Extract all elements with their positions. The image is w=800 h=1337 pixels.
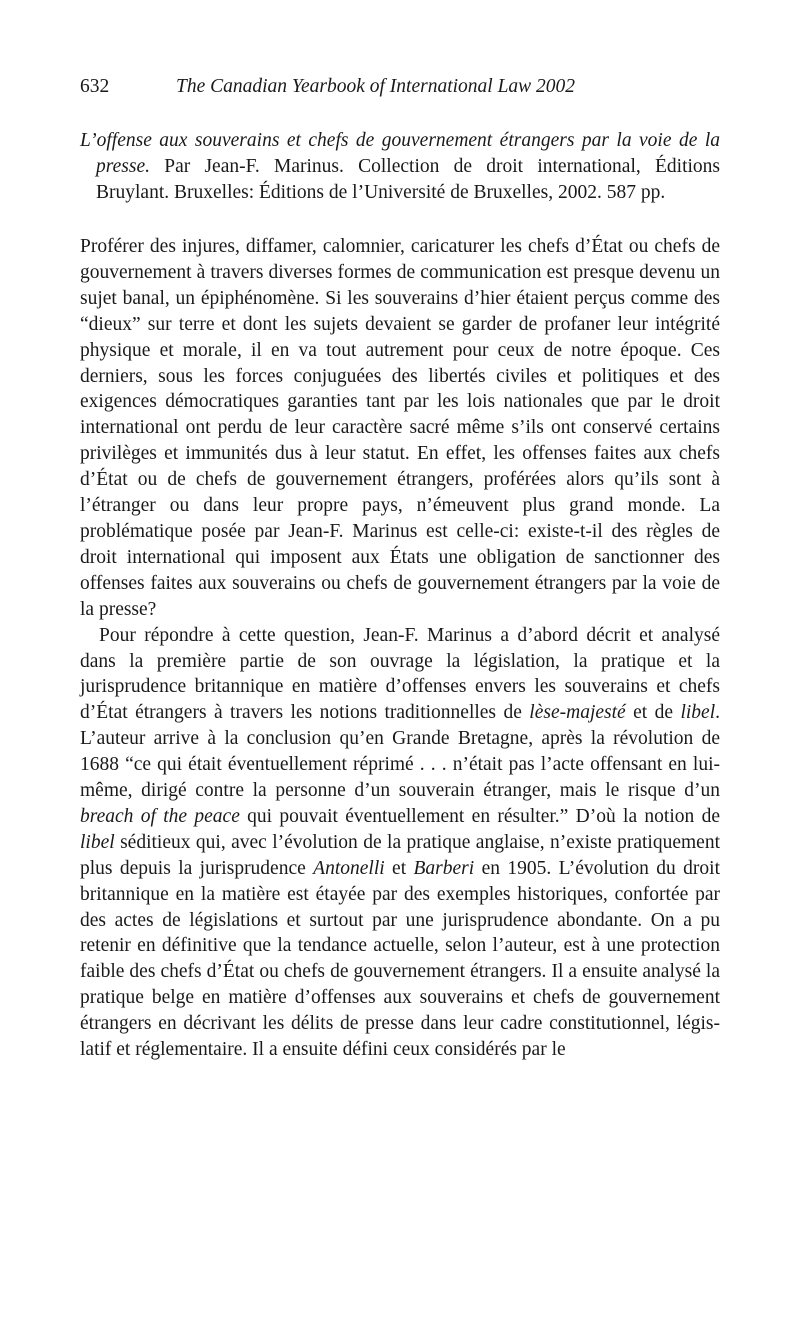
term-libel-seditieux: libel [80,831,115,853]
case-barberi: Barberi [413,857,475,879]
term-lese-majeste: lèse-majesté [529,702,626,724]
paragraph-2-text-2: et de [625,702,681,724]
journal-title: The Canadian Yearbook of International Law 2002 [176,76,576,97]
paragraph-2-text-4: qui pouvait éventuellement en résulter.” D’où la notion de [239,805,720,827]
book-details: Par Jean-F. Marinus. Collection de droit international, Éditions Bruylant. Bruxelles: Éditions de l’Université de Bruxelles, 2002. 587 pp. [96,156,720,203]
paragraph-2-text-7: en 1905. L’évolution du droit britannique en la matière est étayée par des exemples historiques, confortée par des actes de législations et surtout par une jurisprudence abondante. On a pu retenir en définitive que la tendance actuelle, selon l’auteur, est à une protection faible des chefs d’État ou chefs de gouvernement étrangers. Il a ensuite analysé la pratique belge en matière d’offenses aux souverains et chefs de gouvernement étrangers en décrivant les délits de presse dans leur cadre constitutionnel, législatif et réglementaire. Il a ensuite défini ceux considérés par le [80,857,720,1061]
paragraph-2-text-6: et [384,857,414,879]
document-page [80,74,720,1063]
paragraph-2-text-1: Pour répondre à cette question, Jean-F. Marinus a d’abord décrit et analysé dans la première partie de son ouvrage la législation, la pratique et la jurisprudence britannique en matière d’offenses envers les souverains et chefs d’État étrangers à travers les notions traditionnelles de [80,624,720,724]
paragraph-2-text-5: séditieux qui, avec l’évolution de la pratique anglaise, n’existe pratiquement plus depuis la jurisprudence [80,831,720,879]
review-paragraph-1: Proférer des injures, diffamer, calomnier, caricaturer les chefs d’État ou chefs de gouvernement à travers diverses formes de communication est presque devenu un sujet banal, un épiphénomène. Si les souverains d’hier étaient perçus comme des “dieux” sur terre et dont les sujets devaient se garder de profaner leur intégrité physique et morale, il en va tout autrement pour ceux de notre époque. Ces derniers, sous les forces conjuguées des libertés civiles et politiques et des exigences démocratiques garanties tant par les lois nationales que par le droit international ont perdu de leur caractère sacré même s’ils ont conservé certains privilèges et immunités dus à leur statut. En effet, les offenses faites aux chefs d’État ou de chefs de gouvernement étrangers, proférées alors qu’ils sont à l’étranger ou dans leur propre pays, n’émeuvent plus grand monde. La problématique posée par Jean-F. Marinus est celle-ci: existe-t-il des règles de droit international qui imposent aux États une obligation de sanctionner des offenses faites aux souverains ou chefs de gouvernement étrangers par la voie de la presse? [80,236,720,620]
page-number: 632 [80,76,110,97]
term-libel: libel [680,702,716,724]
book-title: L’offense aux souverains et chefs de gouvernement étrangers par la voie de la presse. [80,130,720,177]
book-reference [80,128,720,206]
case-antonelli: Antonelli [313,857,385,879]
paragraph-2-text-3: . L’auteur arrive à la conclusion qu’en Grande Bretagne, après la révolution de 1688 “ce qui était éventuellement réprimé . . . n’était pas l’acte offensant en lui-même, dirigé contre la personne d’un souverain étranger, mais le risque d’un [80,702,720,802]
review-paragraph-2 [80,623,720,1063]
running-head [80,74,720,100]
term-breach-of-the-peace: breach of the peace [80,805,240,827]
